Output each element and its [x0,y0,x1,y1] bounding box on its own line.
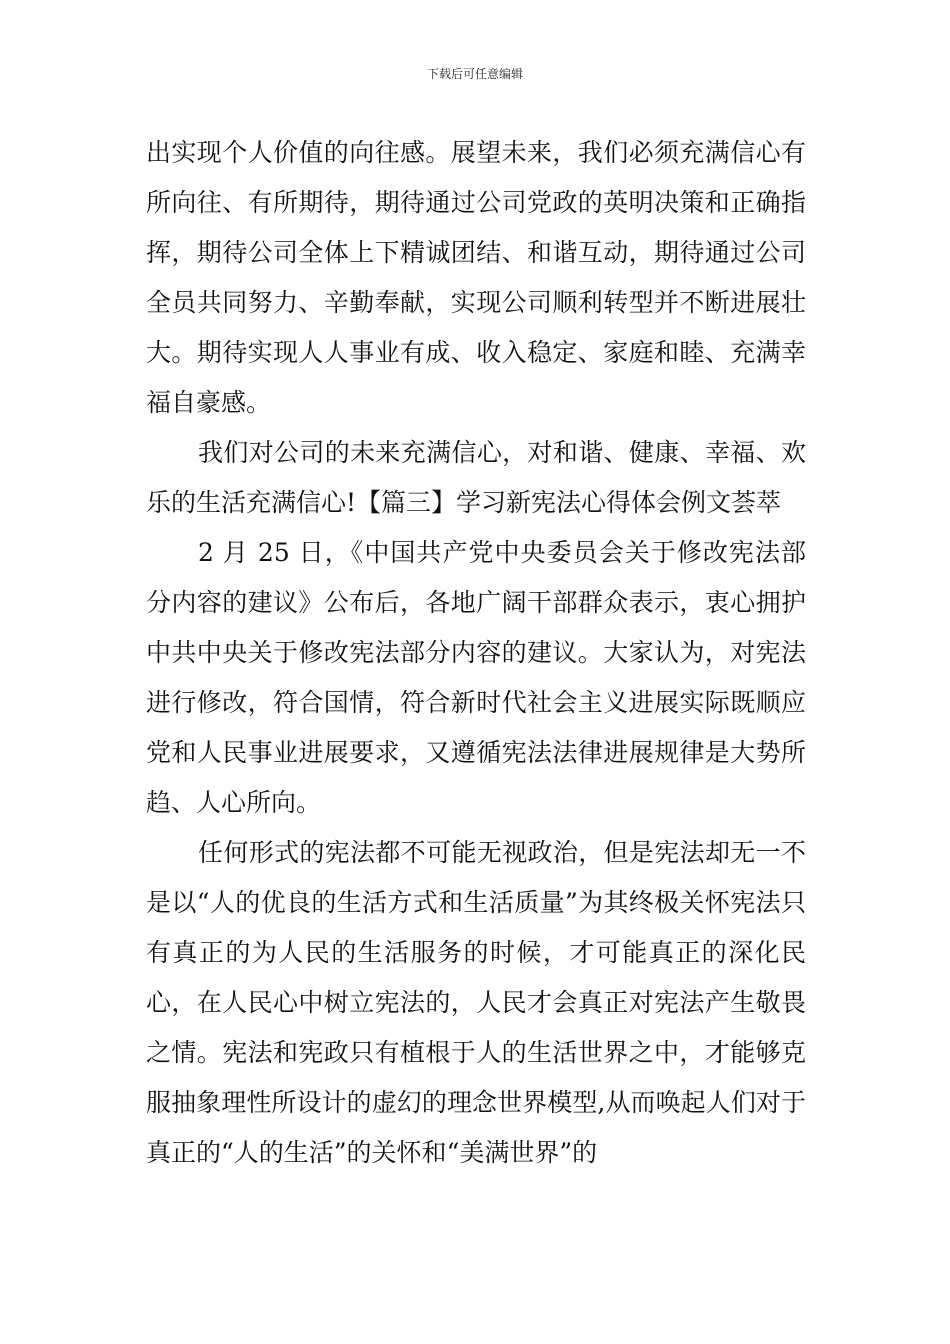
paragraph-1: 出实现个人价值的向往感。展望未来，我们必须充满信心有所向往、有所期待，期待通过公司党政的英明决策和正确指挥，期待公司全体上下精诚团结、和谐互动，期待通过公司全员共同努力、辛勤奉献，实现公司顺利转型并不断进展壮大。期待实现人人事业有成、收入稳定、家庭和睦、充满幸福自豪感。 [146,138,806,417]
paragraph-2: 我们对公司的未来充满信心，对和谐、健康、幸福、欢乐的生活充满信心!【篇三】学习新宪法心得体会例文荟萃 [146,438,806,517]
document-body [146,128,806,1178]
page-header: 下载后可任意编辑 [426,67,523,81]
paragraph-3: 2 月 25 日，《中国共产党中央委员会关于修改宪法部分内容的建议》公布后，各地广阔干部群众表示，衷心拥护中共中央关于修改宪法部分内容的建议。大家认为，对宪法进行修改，符合国情，符合新时代社会主义进展实际既顺应党和人民事业进展要求，又遵循宪法法律进展规律是大势所趋、人心所向。 [146,538,806,817]
paragraph-4: 任何形式的宪法都不可能无视政治，但是宪法却无一不是以“人的优良的生活方式和生活质量”为其终极关怀宪法只有真正的为人民的生活服务的时候，才可能真正的深化民心，在人民心中树立宪法的，人民才会真正对宪法产生敬畏之情。宪法和宪政只有植根于人的生活世界之中，才能够克服抽象理性所设计的虚幻的理念世界模型,从而唤起人们对于真正的“人的生活”的关怀和“美满世界”的 [146,838,806,1167]
